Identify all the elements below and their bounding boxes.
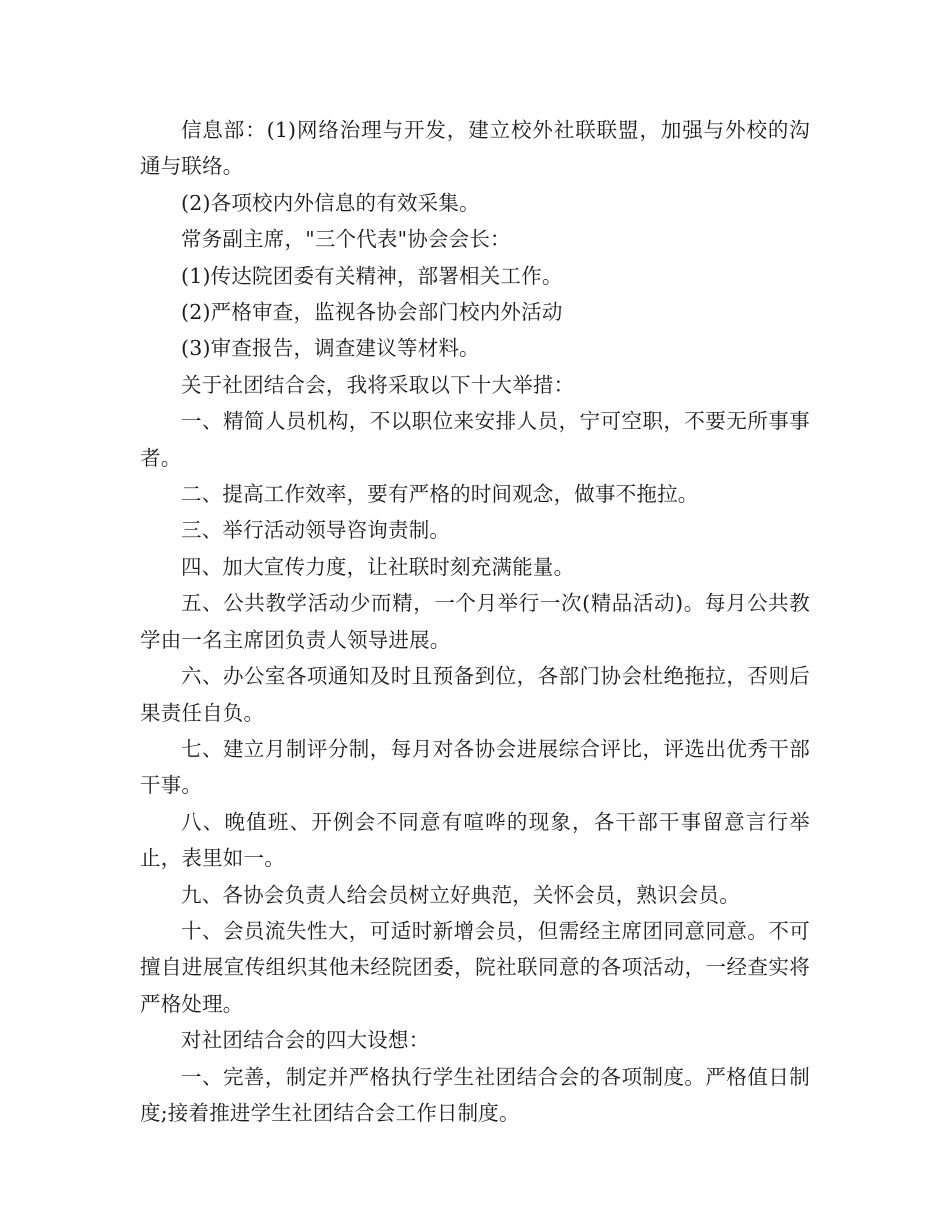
paragraph-info-collection: (2)各项校内外信息的有效采集。	[181, 190, 480, 215]
paragraph-measure-9: 九、各协会负责人给会员树立好典范，关怀会员，熟识会员。	[181, 882, 740, 907]
paragraph-vice-chair-duty-2: (2)严格审查，监视各协会部门校内外活动	[181, 300, 563, 325]
paragraph-measures-heading: 关于社团结合会，我将采取以下十大举措：	[181, 372, 575, 397]
paragraph-measure-5: 五、公共教学活动少而精，一个月举行一次(精品活动)。每月公共教学由一名主席团负责人领导进展。	[140, 591, 810, 652]
paragraph-measure-4: 四、加大宣传力度，让社联时刻充满能量。	[181, 554, 575, 579]
paragraph-measure-1: 一、精简人员机构，不以职位来安排人员，宁可空职，不要无所事事者。	[140, 409, 810, 470]
paragraph-vice-chair-duty-3: (3)审查报告，调查建议等材料。	[181, 336, 480, 361]
paragraph-measure-2: 二、提高工作效率，要有严格的时间观念，做事不拖拉。	[181, 482, 699, 507]
document-body	[140, 112, 810, 1131]
paragraph-idea-1: 一、完善，制定并严格执行学生社团结合会的各项制度。严格值日制度;接着推进学生社团结合会工作日制度。	[140, 1064, 810, 1125]
paragraph-info-dept: 信息部：(1)网络治理与开发，建立校外社联联盟，加强与外校的沟通与联络。	[140, 118, 810, 179]
paragraph-measure-6: 六、办公室各项通知及时且预备到位，各部门协会杜绝拖拉，否则后果责任自负。	[140, 664, 810, 725]
paragraph-measure-8: 八、晚值班、开例会不同意有喧哗的现象，各干部干事留意言行举止，表里如一。	[140, 809, 810, 871]
paragraph-vice-chair-heading: 常务副主席，"三个代表"协会会长：	[181, 227, 511, 252]
paragraph-ideas-heading: 对社团结合会的四大设想：	[181, 1028, 430, 1053]
paragraph-measure-10: 十、会员流失性大，可适时新增会员，但需经主席团同意同意。不可擅自进展宣传组织其他未经院团委，院社联同意的各项活动，一经查实将严格处理。	[140, 918, 810, 1016]
paragraph-vice-chair-duty-1: (1)传达院团委有关精神，部署相关工作。	[181, 263, 563, 288]
paragraph-measure-3: 三、举行活动领导咨询责制。	[181, 518, 451, 543]
paragraph-measure-7: 七、建立月制评分制，每月对各协会进展综合评比，评选出优秀干部干事。	[140, 736, 810, 798]
